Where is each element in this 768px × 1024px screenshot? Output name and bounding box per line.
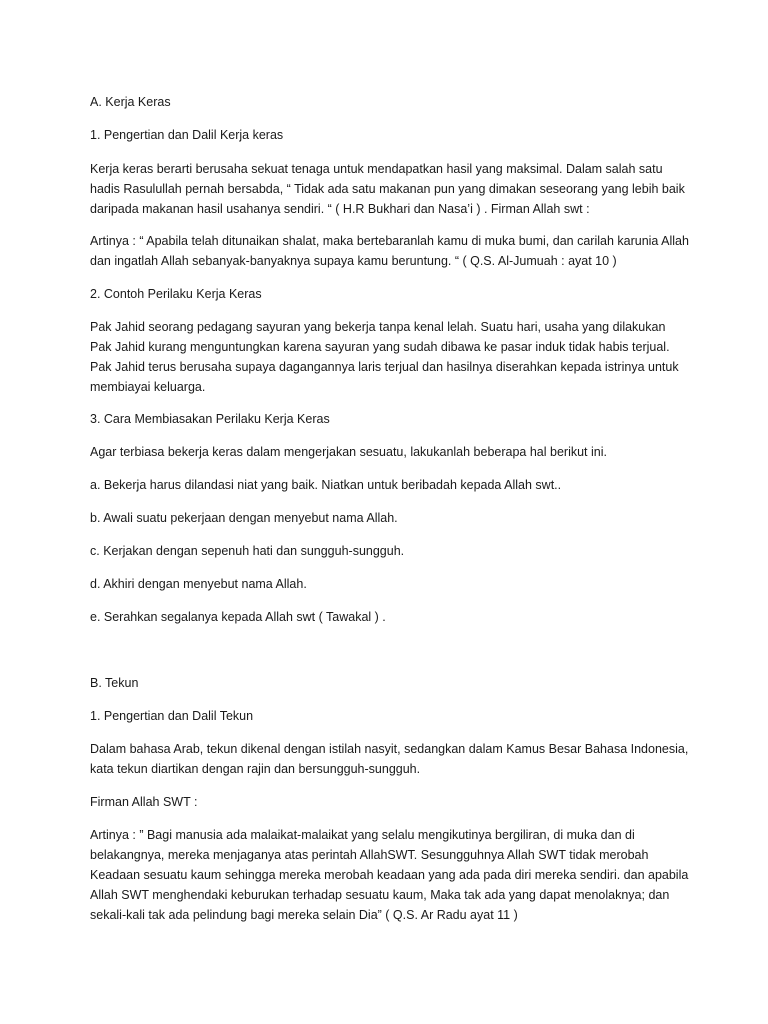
subheading-a3: 3. Cara Membiasakan Perilaku Kerja Keras <box>90 412 330 426</box>
paragraph-a1-body: Kerja keras berarti berusaha sekuat tenaga untuk mendapatkan hasil yang maksimal. Dalam salah satu hadis Rasulullah pernah bersabda, “ Tidak ada satu makanan pun yang dimakan seseorang yang lebih baik daripada makanan hasil usahanya sendiri. “ ( H.R Bukhari dan Nasa’i ) . Firman Allah swt : <box>90 162 685 216</box>
list-item: a. Bekerja harus dilandasi niat yang baik. Niatkan untuk beribadah kepada Allah swt.. <box>90 478 562 492</box>
section-b-heading: B. Tekun <box>90 676 139 690</box>
section-a-heading: A. Kerja Keras <box>90 95 171 109</box>
paragraph-a2-body: Pak Jahid seorang pedagang sayuran yang bekerja tanpa kenal lelah. Suatu hari, usaha yang dilakukan Pak Jahid kurang menguntungkan karena sayuran yang sudah dibawa ke pasar induk tidak habis terjual. Pak Jahid terus berusaha supaya dagangannya laris terjual dan hasilnya diserahkan kepada istrinya untuk membiayai keluarga. <box>90 320 679 394</box>
paragraph-a1-artinya: Artinya : “ Apabila telah ditunaikan shalat, maka bertebaranlah kamu di muka bumi, dan carilah karunia Allah dan ingatlah Allah sebanyak-banyaknya supaya kamu beruntung. “ ( Q.S. Al-Jumuah : ayat 10 ) <box>90 234 689 268</box>
subheading-a1: 1. Pengertian dan Dalil Kerja keras <box>90 128 284 142</box>
list-item: d. Akhiri dengan menyebut nama Allah. <box>90 577 307 591</box>
list-item: e. Serahkan segalanya kepada Allah swt ( Tawakal ) . <box>90 610 386 624</box>
paragraph-a3-intro: Agar terbiasa bekerja keras dalam mengerjakan sesuatu, lakukanlah beberapa hal berikut ini. <box>90 445 607 459</box>
paragraph-b1-body: Dalam bahasa Arab, tekun dikenal dengan istilah nasyit, sedangkan dalam Kamus Besar Bahasa Indonesia, kata tekun diartikan dengan rajin dan bersungguh-sungguh. <box>90 742 689 776</box>
paragraph-b1-firman: Firman Allah SWT : <box>90 795 198 809</box>
subheading-a2: 2. Contoh Perilaku Kerja Keras <box>90 287 262 301</box>
paragraph-b1-artinya: Artinya : ” Bagi manusia ada malaikat-malaikat yang selalu mengikutinya bergiliran, di muka dan di belakangnya, mereka menjaganya atas perintah AllahSWT. Sesungguhnya Allah SWT tidak merobah Keadaan sesuatu kaum sehingga mereka merobah keadaan yang ada pada diri mereka sendiri. dan apabila Allah SWT menghendaki keburukan terhadap sesuatu kaum, Maka tak ada yang dapat menolaknya; dan sekali-kali tak ada pelindung bagi mereka selain Dia” ( Q.S. Ar Radu ayat 11 ) <box>90 828 689 922</box>
subheading-b1: 1. Pengertian dan Dalil Tekun <box>90 709 254 723</box>
list-item: c. Kerjakan dengan sepenuh hati dan sungguh-sungguh. <box>90 544 405 558</box>
list-item: b. Awali suatu pekerjaan dengan menyebut nama Allah. <box>90 511 398 525</box>
